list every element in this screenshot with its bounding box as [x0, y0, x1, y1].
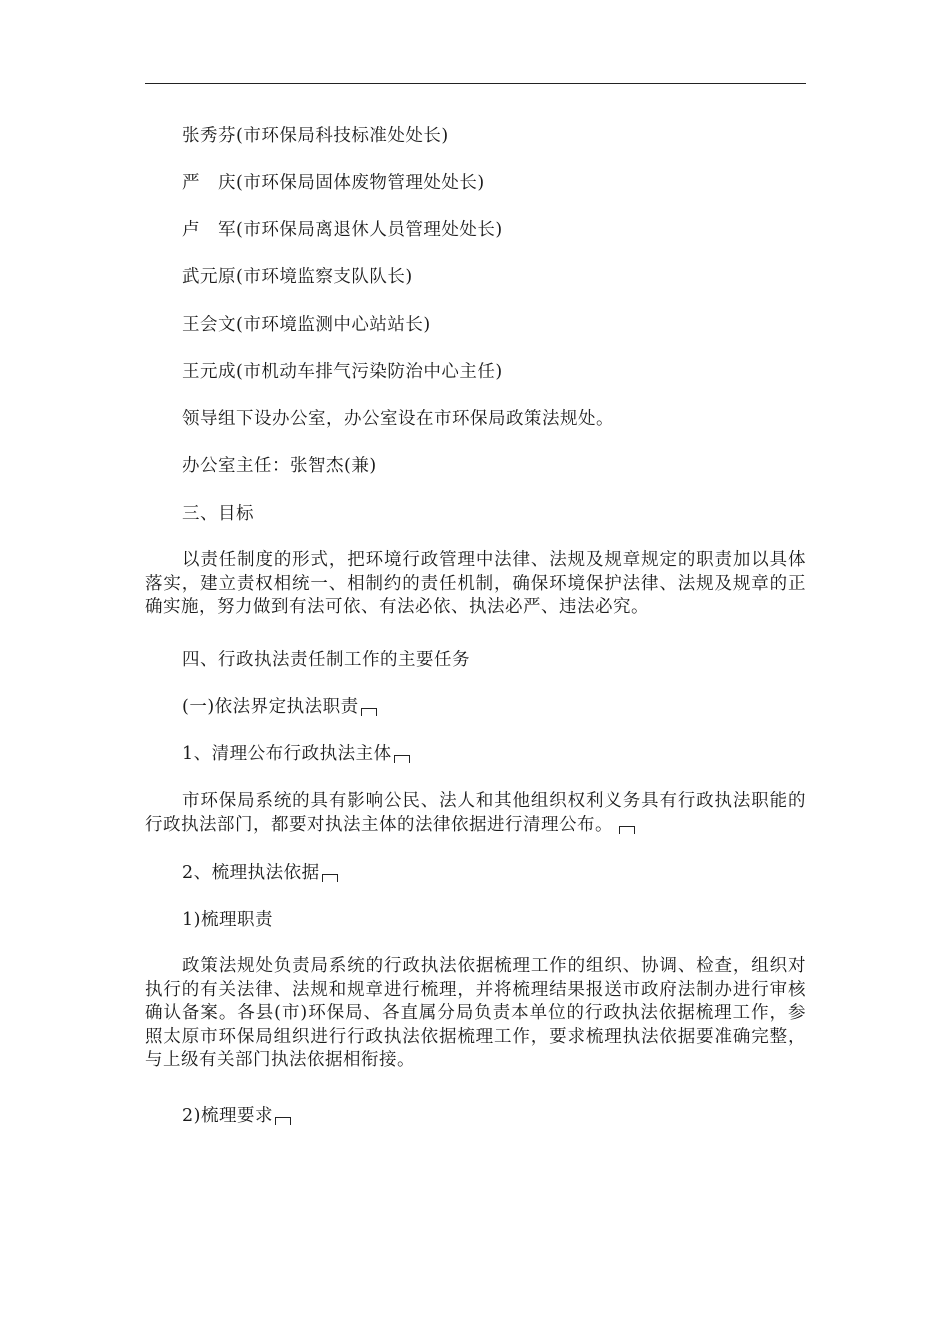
paragraph-text: 市环保局系统的具有影响公民、法人和其他组织权利义务具有行政执法职能的行政执法部门，都要对执法主体的法律依据进行清理公布。 — [145, 791, 806, 835]
list-item — [182, 695, 377, 719]
bracket-mark-icon — [275, 1117, 291, 1125]
member-line: 严 庆(市环保局固体废物管理处处长) — [182, 173, 485, 193]
list-item — [182, 742, 410, 766]
member-line: 王元成(市机动车排气污染防治中心主任) — [182, 362, 503, 382]
bracket-mark-icon — [619, 826, 635, 834]
office-line: 领导组下设办公室，办公室设在市环保局政策法规处。 — [182, 409, 614, 429]
list-item-text: 1、清理公布行政执法主体 — [182, 744, 392, 764]
paragraph-subject — [145, 790, 806, 837]
bracket-mark-icon — [322, 874, 338, 882]
member-line: 张秀芬(市环保局科技标准处处长) — [182, 126, 449, 146]
office-director-line: 办公室主任：张智杰(兼) — [182, 456, 377, 476]
list-item-text: 2)梳理要求 — [182, 1106, 273, 1126]
member-line: 卢 军(市环保局离退休人员管理处处长) — [182, 220, 503, 240]
section-heading: 四、行政执法责任制工作的主要任务 — [182, 650, 470, 670]
member-line: 武元原(市环境监察支队队长) — [182, 267, 413, 287]
list-item — [182, 1104, 291, 1128]
section-heading: 三、目标 — [182, 504, 254, 524]
paragraph-duty: 政策法规处负责局系统的行政执法依据梳理工作的组织、协调、检查，组织对执行的有关法律、法规和规章进行梳理，并将梳理结果报送市政府法制办进行审核确认备案。各县(市)环保局、各直属分局负责本单位的行政执法依据梳理工作，参照太原市环保局组织进行行政执法依据梳理工作，要求梳理执法依据要准确完整，与上级有关部门执法依据相衔接。 — [145, 956, 806, 1070]
list-item-text: 2、梳理执法依据 — [182, 863, 320, 883]
list-item — [182, 861, 338, 885]
header-rule — [145, 83, 806, 84]
member-line: 王会文(市环境监测中心站站长) — [182, 315, 431, 335]
list-item-text: (一)依法界定执法职责 — [182, 697, 359, 717]
bracket-mark-icon — [394, 755, 410, 763]
bracket-mark-icon — [361, 708, 377, 716]
list-item: 1)梳理职责 — [182, 910, 273, 930]
paragraph-goal: 以责任制度的形式，把环境行政管理中法律、法规及规章规定的职责加以具体落实，建立责权相统一、相制约的责任机制，确保环境保护法律、法规及规章的正确实施，努力做到有法可依、有法必依、执法必严、违法必究。 — [145, 550, 806, 617]
